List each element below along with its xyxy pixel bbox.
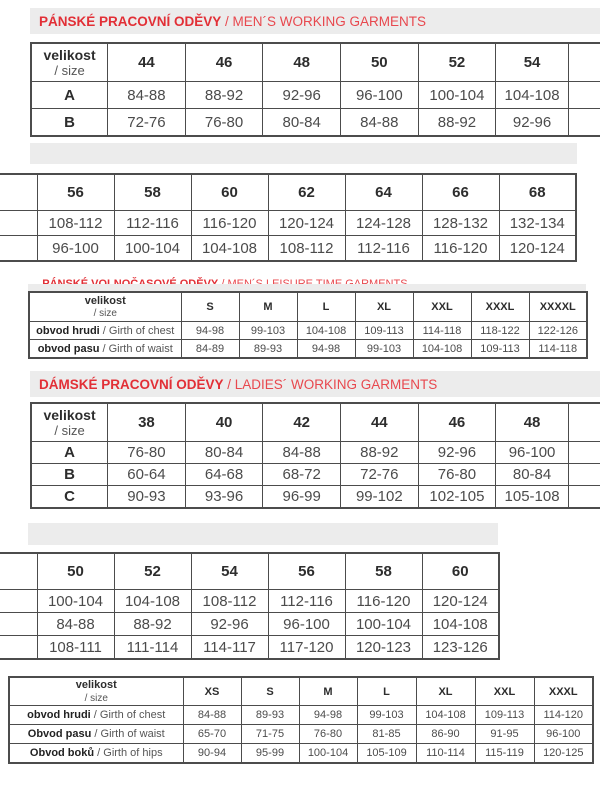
table-row xyxy=(9,706,593,725)
measurement-range-cell: 132-134 xyxy=(499,211,576,236)
measurement-range-cell: 116-120 xyxy=(191,211,268,236)
size-column-header: XS xyxy=(183,677,241,706)
clipped-cell xyxy=(568,82,600,109)
measurement-range-cell: 110-114 xyxy=(416,744,475,764)
measurement-range-cell: 120-124 xyxy=(268,211,345,236)
measurement-range-cell: 96-100 xyxy=(37,236,114,262)
row-label: A xyxy=(31,82,108,109)
clipped-cell xyxy=(0,211,37,236)
measurement-range-cell: 105-109 xyxy=(357,744,416,764)
size-column-header: 54 xyxy=(191,553,268,590)
clipped-cell xyxy=(568,442,600,464)
size-column-header: XXL xyxy=(413,292,471,322)
measurement-range-cell: 92-96 xyxy=(263,82,341,109)
measurement-range-cell: 116-120 xyxy=(422,236,499,262)
measurement-range-cell: 108-112 xyxy=(191,590,268,613)
measurement-range-cell: 111-114 xyxy=(114,636,191,660)
size-column-header: 62 xyxy=(268,174,345,211)
section-title-english: / LADIES´ WORKING GARMENTS xyxy=(223,376,438,392)
row-label-english: / Girth of chest xyxy=(99,324,175,337)
measurement-range-cell: 104-108 xyxy=(422,613,499,636)
size-column-header: 44 xyxy=(341,403,419,442)
row-label xyxy=(29,322,181,340)
measurement-range-cell: 84-88 xyxy=(263,442,341,464)
row-label xyxy=(29,340,181,359)
measurement-range-cell: 108-112 xyxy=(37,211,114,236)
size-column-header: S xyxy=(241,677,299,706)
row-label: B xyxy=(31,109,108,137)
size-column-header: 40 xyxy=(185,403,263,442)
measurement-range-cell: 109-113 xyxy=(355,322,413,340)
measurement-range-cell: 95-99 xyxy=(241,744,299,764)
size-column-header: 48 xyxy=(496,403,569,442)
measurement-range-cell: 120-124 xyxy=(499,236,576,262)
table-row xyxy=(0,636,499,660)
measurement-range-cell: 114-118 xyxy=(413,322,471,340)
size-column-header: 52 xyxy=(418,43,496,82)
measurement-range-cell: 109-113 xyxy=(471,340,529,359)
clipped-cell xyxy=(568,464,600,486)
mens-working-size-table-44-54 xyxy=(30,42,600,137)
measurement-range-cell: 99-103 xyxy=(357,706,416,725)
row-label-english: / Girth of hips xyxy=(94,747,163,759)
measurement-range-cell: 114-120 xyxy=(534,706,593,725)
mens-working-size-table-56-68 xyxy=(0,173,577,262)
size-column-header: 66 xyxy=(422,174,499,211)
clipped-cell xyxy=(0,590,37,613)
header-row xyxy=(0,553,499,590)
row-label: C xyxy=(31,486,108,509)
row-label-czech: Obvod boků xyxy=(29,747,95,759)
measurement-range-cell: 108-112 xyxy=(268,236,345,262)
corner-label-english: / size xyxy=(84,692,108,704)
measurement-range-cell: 105-108 xyxy=(496,486,569,509)
corner-label-czech: velikost xyxy=(84,294,126,307)
corner-label-english: / size xyxy=(54,422,85,438)
size-column-header: 58 xyxy=(345,553,422,590)
mens-leisure-size-table xyxy=(28,291,588,359)
measurement-range-cell: 94-98 xyxy=(299,706,357,725)
row-label xyxy=(9,744,183,764)
size-column-header: 46 xyxy=(418,403,496,442)
measurement-range-cell: 71-75 xyxy=(241,725,299,744)
size-column-header: 50 xyxy=(37,553,114,590)
measurement-range-cell: 94-98 xyxy=(297,340,355,359)
clipped-header-cell xyxy=(568,403,600,442)
clipped-header-cell xyxy=(568,43,600,82)
ladies-working-size-table-50-60 xyxy=(0,552,500,660)
header-row xyxy=(0,174,576,211)
separator-bar xyxy=(30,143,577,164)
clipped-cell xyxy=(0,636,37,660)
table-row xyxy=(9,725,593,744)
measurement-range-cell: 84-88 xyxy=(37,613,114,636)
size-column-header: XXL xyxy=(475,677,534,706)
measurement-range-cell: 104-108 xyxy=(416,706,475,725)
size-column-header: 38 xyxy=(108,403,186,442)
measurement-range-cell: 124-128 xyxy=(345,211,422,236)
measurement-range-cell: 123-126 xyxy=(422,636,499,660)
table-row xyxy=(31,442,600,464)
header-row xyxy=(29,292,587,322)
measurement-range-cell: 68-72 xyxy=(263,464,341,486)
size-column-header: 68 xyxy=(499,174,576,211)
size-column-header: L xyxy=(297,292,355,322)
measurement-range-cell: 76-80 xyxy=(418,464,496,486)
table-row xyxy=(31,464,600,486)
size-column-header: 56 xyxy=(37,174,114,211)
size-label-corner-cell xyxy=(31,43,108,82)
clipped-cell xyxy=(568,486,600,509)
size-column-header: XL xyxy=(355,292,413,322)
row-label-czech: Obvod pasu xyxy=(27,728,92,740)
measurement-range-cell: 76-80 xyxy=(108,442,186,464)
size-column-header: 48 xyxy=(263,43,341,82)
separator-band xyxy=(28,284,586,291)
size-column-header: 60 xyxy=(422,553,499,590)
measurement-range-cell: 96-100 xyxy=(341,82,419,109)
header-row xyxy=(31,403,600,442)
table-row xyxy=(9,744,593,764)
measurement-range-cell: 122-126 xyxy=(529,322,587,340)
measurement-range-cell: 80-84 xyxy=(496,464,569,486)
measurement-range-cell: 96-100 xyxy=(534,725,593,744)
measurement-range-cell: 128-132 xyxy=(422,211,499,236)
measurement-range-cell: 93-96 xyxy=(185,486,263,509)
measurement-range-cell: 104-108 xyxy=(114,590,191,613)
measurement-range-cell: 76-80 xyxy=(185,109,263,137)
size-column-header: 58 xyxy=(114,174,191,211)
corner-label-english: / size xyxy=(93,308,117,320)
measurement-range-cell: 65-70 xyxy=(183,725,241,744)
measurement-range-cell: 89-93 xyxy=(241,706,299,725)
table-row xyxy=(0,236,576,262)
size-column-header: 54 xyxy=(496,43,569,82)
corner-label-czech: velikost xyxy=(75,679,117,692)
size-column-header: L xyxy=(357,677,416,706)
measurement-range-cell: 90-94 xyxy=(183,744,241,764)
measurement-range-cell: 120-125 xyxy=(534,744,593,764)
size-column-header: M xyxy=(299,677,357,706)
measurement-range-cell: 72-76 xyxy=(108,109,186,137)
clipped-header-cell xyxy=(0,553,37,590)
size-label-corner-cell xyxy=(31,403,108,442)
row-label xyxy=(9,725,183,744)
measurement-range-cell: 96-100 xyxy=(496,442,569,464)
measurement-range-cell: 96-99 xyxy=(263,486,341,509)
size-column-header: S xyxy=(181,292,239,322)
measurement-range-cell: 115-119 xyxy=(475,744,534,764)
measurement-range-cell: 109-113 xyxy=(475,706,534,725)
size-column-header: XXXL xyxy=(471,292,529,322)
header-row xyxy=(31,43,600,82)
measurement-range-cell: 108-111 xyxy=(37,636,114,660)
size-label-corner-cell xyxy=(9,677,183,706)
row-label-english: / Girth of waist xyxy=(99,342,173,355)
row-label-english: / Girth of chest xyxy=(90,709,166,721)
size-column-header: 44 xyxy=(108,43,186,82)
measurement-range-cell: 120-124 xyxy=(422,590,499,613)
measurement-range-cell: 114-117 xyxy=(191,636,268,660)
measurement-range-cell: 80-84 xyxy=(263,109,341,137)
clipped-cell xyxy=(0,613,37,636)
measurement-range-cell: 100-104 xyxy=(299,744,357,764)
row-label xyxy=(9,706,183,725)
measurement-range-cell: 120-123 xyxy=(345,636,422,660)
measurement-range-cell: 99-103 xyxy=(355,340,413,359)
measurement-range-cell: 102-105 xyxy=(418,486,496,509)
measurement-range-cell: 64-68 xyxy=(185,464,263,486)
clipped-cell xyxy=(568,109,600,137)
measurement-range-cell: 104-108 xyxy=(297,322,355,340)
measurement-range-cell: 104-108 xyxy=(496,82,569,109)
measurement-range-cell: 94-98 xyxy=(181,322,239,340)
measurement-range-cell: 114-118 xyxy=(529,340,587,359)
measurement-range-cell: 76-80 xyxy=(299,725,357,744)
corner-label-czech: velikost xyxy=(43,46,96,63)
measurement-range-cell: 60-64 xyxy=(108,464,186,486)
ladies-leisure-size-table xyxy=(8,676,594,764)
measurement-range-cell: 99-102 xyxy=(341,486,419,509)
section-title-english: / MEN´S WORKING GARMENTS xyxy=(221,13,427,29)
measurement-range-cell: 92-96 xyxy=(191,613,268,636)
measurement-range-cell: 91-95 xyxy=(475,725,534,744)
measurement-range-cell: 99-103 xyxy=(239,322,297,340)
size-column-header: 60 xyxy=(191,174,268,211)
measurement-range-cell: 117-120 xyxy=(268,636,345,660)
table-row xyxy=(29,340,587,359)
measurement-range-cell: 88-92 xyxy=(341,442,419,464)
measurement-range-cell: 92-96 xyxy=(418,442,496,464)
measurement-range-cell: 84-88 xyxy=(108,82,186,109)
measurement-range-cell: 80-84 xyxy=(185,442,263,464)
measurement-range-cell: 96-100 xyxy=(268,613,345,636)
row-label-czech: obvod hrudi xyxy=(36,324,100,337)
table-row xyxy=(31,109,600,137)
measurement-range-cell: 118-122 xyxy=(471,322,529,340)
measurement-range-cell: 89-93 xyxy=(239,340,297,359)
size-column-header: 52 xyxy=(114,553,191,590)
ladies-working-size-table-38-48 xyxy=(30,402,600,509)
size-column-header: M xyxy=(239,292,297,322)
measurement-range-cell: 84-89 xyxy=(181,340,239,359)
separator-bar xyxy=(28,523,498,545)
size-column-header: 64 xyxy=(345,174,422,211)
size-column-header: XXXL xyxy=(534,677,593,706)
measurement-range-cell: 90-93 xyxy=(108,486,186,509)
table-row xyxy=(0,613,499,636)
measurement-range-cell: 112-116 xyxy=(114,211,191,236)
table-row xyxy=(29,322,587,340)
measurement-range-cell: 104-108 xyxy=(413,340,471,359)
measurement-range-cell: 84-88 xyxy=(183,706,241,725)
size-column-header: XL xyxy=(416,677,475,706)
clipped-cell xyxy=(0,236,37,262)
size-column-header: XXXXL xyxy=(529,292,587,322)
table-row xyxy=(31,486,600,509)
row-label-czech: obvod pasu xyxy=(37,342,100,355)
table-row xyxy=(0,590,499,613)
measurement-range-cell: 88-92 xyxy=(418,109,496,137)
size-column-header: 56 xyxy=(268,553,345,590)
measurement-range-cell: 104-108 xyxy=(191,236,268,262)
table-row xyxy=(0,211,576,236)
section-title-czech: DÁMSKÉ PRACOVNÍ ODĚVY xyxy=(39,376,224,392)
row-label-english: / Girth of waist xyxy=(91,728,165,740)
measurement-range-cell: 112-116 xyxy=(345,236,422,262)
size-label-corner-cell xyxy=(29,292,181,322)
section-title-bar-mens-working xyxy=(30,8,600,34)
size-column-header: 42 xyxy=(263,403,341,442)
measurement-range-cell: 88-92 xyxy=(185,82,263,109)
measurement-range-cell: 112-116 xyxy=(268,590,345,613)
measurement-range-cell: 92-96 xyxy=(496,109,569,137)
row-label: B xyxy=(31,464,108,486)
measurement-range-cell: 81-85 xyxy=(357,725,416,744)
measurement-range-cell: 72-76 xyxy=(341,464,419,486)
size-column-header: 46 xyxy=(185,43,263,82)
measurement-range-cell: 100-104 xyxy=(345,613,422,636)
row-label-czech: obvod hrudi xyxy=(27,709,91,721)
corner-label-english: / size xyxy=(54,62,85,78)
measurement-range-cell: 84-88 xyxy=(341,109,419,137)
table-row xyxy=(31,82,600,109)
measurement-range-cell: 116-120 xyxy=(345,590,422,613)
size-column-header: 50 xyxy=(341,43,419,82)
section-title-bar-ladies-working xyxy=(30,371,600,397)
measurement-range-cell: 86-90 xyxy=(416,725,475,744)
measurement-range-cell: 100-104 xyxy=(114,236,191,262)
header-row xyxy=(9,677,593,706)
measurement-range-cell: 88-92 xyxy=(114,613,191,636)
corner-label-czech: velikost xyxy=(43,406,96,423)
measurement-range-cell: 100-104 xyxy=(37,590,114,613)
row-label: A xyxy=(31,442,108,464)
clipped-header-cell xyxy=(0,174,37,211)
measurement-range-cell: 100-104 xyxy=(418,82,496,109)
section-title-czech: PÁNSKÉ PRACOVNÍ ODĚVY xyxy=(39,13,222,29)
